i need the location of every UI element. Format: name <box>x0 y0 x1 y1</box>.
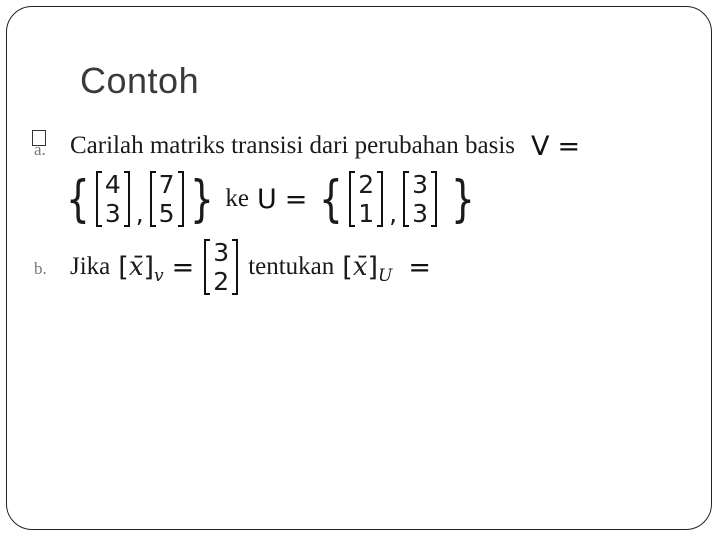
right-bracket: ] <box>367 251 379 283</box>
v-vector-2 <box>150 171 184 227</box>
u-vector-2 <box>403 171 437 227</box>
equals-sign: = <box>408 251 431 283</box>
open-brace: { <box>65 170 90 228</box>
open-brace: { <box>319 170 344 228</box>
matrix-entry: 2 <box>358 170 375 199</box>
matrix-entry: 3 <box>213 238 230 267</box>
matrix-entry: 3 <box>412 170 428 199</box>
equals-sign: = <box>557 130 581 162</box>
left-bracket: [ <box>342 251 353 283</box>
jika-text: Jika <box>70 253 111 280</box>
close-brace: } <box>189 170 214 228</box>
comma: , <box>135 198 144 228</box>
slide-title: Contoh <box>80 60 200 101</box>
item-a-line-2 <box>62 168 479 230</box>
connector-text: ke <box>225 185 249 212</box>
matrix-entry: 2 <box>213 267 230 296</box>
x-bar-variable: x̄ <box>352 252 368 282</box>
equals-sign: = <box>171 251 195 283</box>
x-bar-variable: x̄ <box>128 252 144 282</box>
matrix-entry: 3 <box>412 199 428 228</box>
x-v-vector <box>204 239 238 295</box>
tentukan-text: tentukan <box>248 253 335 280</box>
item-a-line-1 <box>70 124 580 168</box>
item-b-line <box>70 236 431 298</box>
matrix-entry: 1 <box>358 199 375 228</box>
list-marker-b: b. <box>34 259 47 278</box>
left-bracket: [ <box>118 251 129 283</box>
item-a-text: Carilah matriks transisi dari perubahan basis <box>70 132 516 159</box>
u-vector-1 <box>349 171 383 227</box>
v-vector-1 <box>96 171 130 227</box>
matrix-entry: 3 <box>104 199 121 228</box>
list-marker-a: a. <box>34 140 46 159</box>
comma: , <box>389 198 398 228</box>
subscript-u: U <box>378 266 393 286</box>
matrix-entry: 5 <box>158 199 175 228</box>
basis-v-label: V <box>531 130 550 162</box>
matrix-entry: 7 <box>158 170 175 199</box>
right-bracket: ] <box>143 251 155 283</box>
subscript-v: v <box>154 266 164 286</box>
matrix-entry: 4 <box>104 170 121 199</box>
close-brace: } <box>450 170 475 228</box>
equals-sign: = <box>284 183 308 215</box>
basis-u-label: U <box>257 183 277 215</box>
